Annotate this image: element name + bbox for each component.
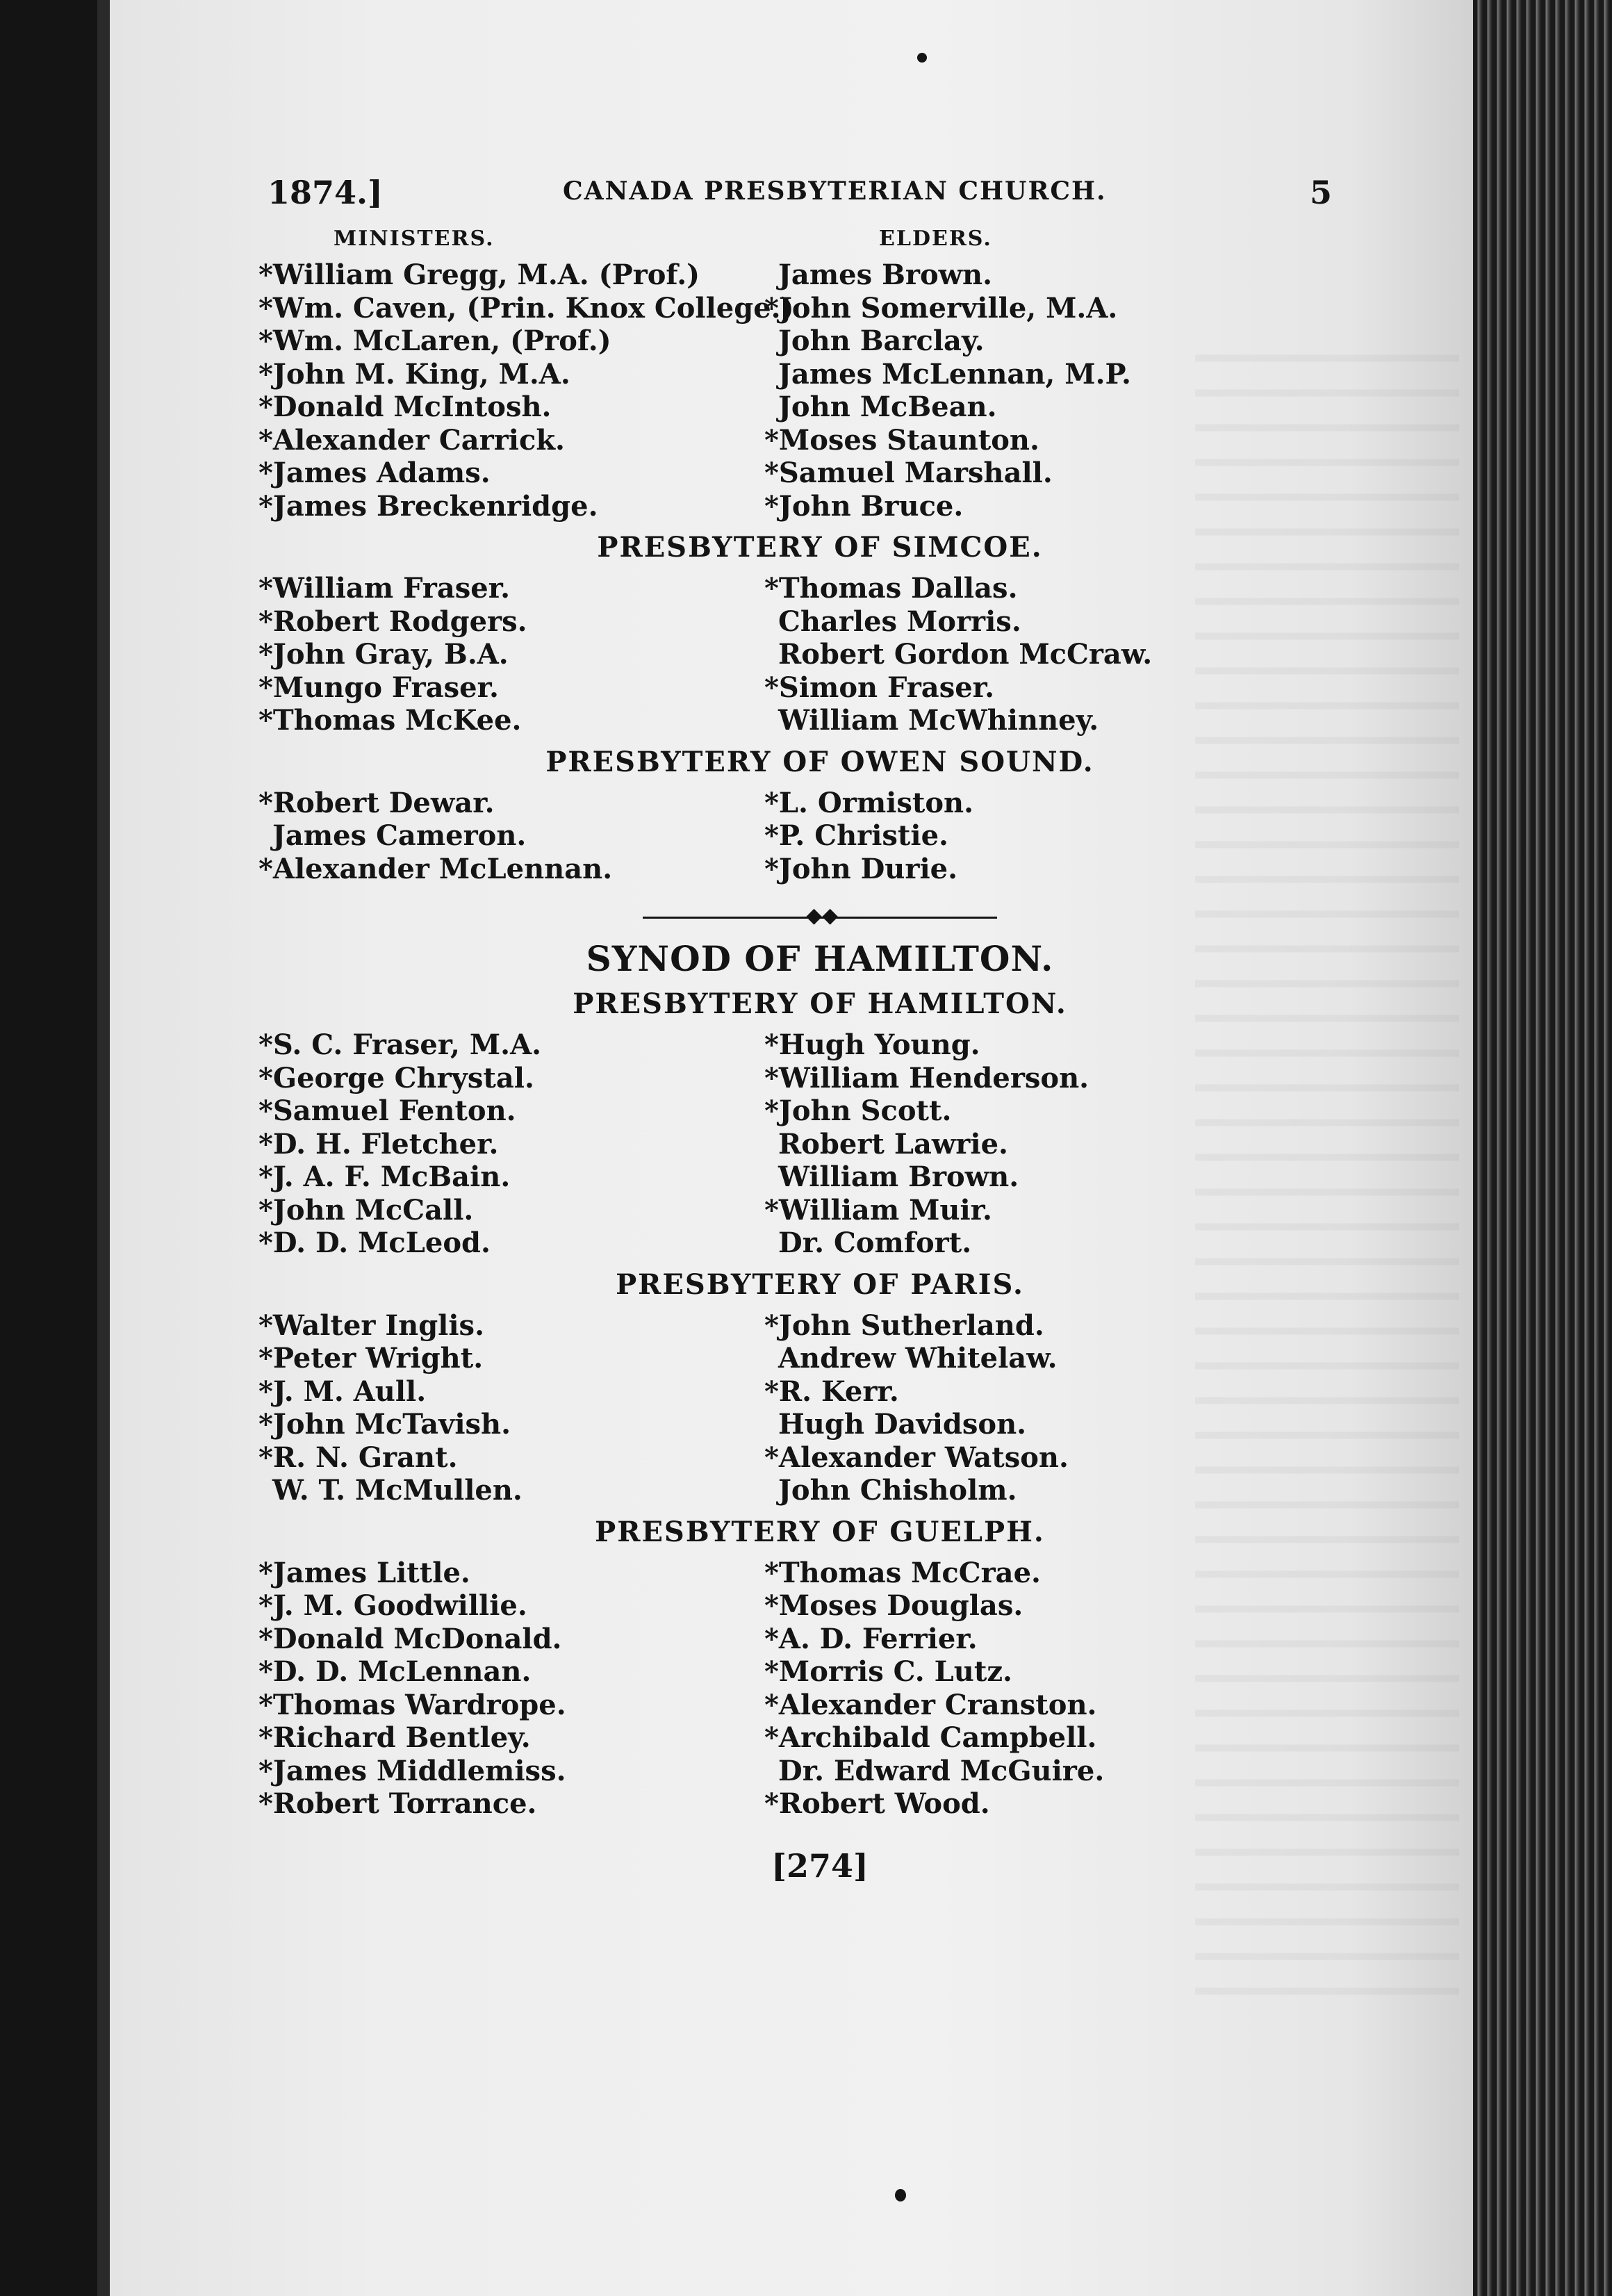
synod-heading: SYNOD OF HAMILTON. [586,938,1054,979]
page-edges [1473,0,1612,2296]
elder-entry: *A. D. Ferrier. [764,1622,978,1655]
section-divider-rule [643,903,997,928]
elders-list [764,1028,1376,1260]
minister-entry: *John McTavish. [258,1408,511,1441]
elder-entry: *William Henderson. [764,1061,1089,1094]
elder-entry: Dr. Comfort. [778,1227,972,1259]
minister-entry: *James Little. [258,1556,470,1589]
elder-entry: Robert Lawrie. [778,1127,1008,1161]
elder-entry: *Alexander Watson. [764,1441,1069,1474]
minister-entry: *William Gregg, M.A. (Prof.) [258,259,700,291]
minister-entry: *Robert Dewar. [258,786,495,819]
running-head [250,174,1390,222]
elder-entry: *R. Kerr. [764,1375,899,1408]
elder-entry: Charles Morris. [778,605,1021,638]
ministers-column-header: MINISTERS. [334,227,495,251]
minister-entry: James Cameron. [272,819,527,852]
elders-list [764,1309,1376,1507]
minister-entry: *Mungo Fraser. [258,671,499,704]
minister-entry: *Walter Inglis. [258,1309,484,1342]
minister-entry: *Robert Rodgers. [258,605,527,638]
elders-column-header: ELDERS. [879,227,992,251]
elder-entry: William Brown. [778,1161,1019,1193]
minister-entry: *Alexander Carrick. [258,423,565,457]
minister-entry: W. T. McMullen. [272,1474,523,1507]
minister-entry: *R. N. Grant. [258,1441,458,1474]
block-simcoe [250,572,1390,737]
minister-entry: *Thomas Wardrope. [258,1688,566,1721]
elder-entry: *John Scott. [764,1094,952,1127]
elder-entry: *Simon Fraser. [764,671,994,704]
minister-entry: *Donald McIntosh. [258,391,552,423]
elder-entry: Andrew Whitelaw. [778,1342,1058,1375]
elder-entry: Dr. Edward McGuire. [778,1754,1105,1787]
minister-entry: *J. M. Goodwillie. [258,1589,527,1622]
elder-entry: *Robert Wood. [764,1787,990,1820]
minister-entry: *Alexander McLennan. [258,852,613,885]
divider-ornament: ◆◆ [806,903,839,928]
elder-entry: *John Durie. [764,852,958,885]
minister-entry: *Peter Wright. [258,1342,484,1375]
elder-entry: *P. Christie. [764,819,948,852]
minister-entry: *Donald McDonald. [258,1622,562,1655]
presbytery-heading: PRESBYTERY OF SIMCOE. [597,531,1043,564]
ministers-list [250,1309,764,1507]
elder-entry: John McBean. [778,391,997,423]
minister-entry: *John McCall. [258,1193,474,1227]
page-number: 5 [1310,174,1333,211]
minister-entry: *James Breckenridge. [258,489,598,523]
ministers-list [250,1028,764,1260]
presbytery-heading: PRESBYTERY OF GUELPH. [595,1515,1045,1548]
elder-entry: *Archibald Campbell. [764,1721,1097,1754]
minister-entry: *James Middlemiss. [258,1754,566,1787]
minister-entry: *S. C. Fraser, M.A. [258,1028,542,1061]
ink-dot-bottom [895,2189,906,2201]
elder-entry: *John Bruce. [764,489,964,523]
minister-entry: *John M. King, M.A. [258,357,570,391]
column-headers [250,222,1390,259]
elders-list [764,787,1376,886]
minister-entry: *Samuel Fenton. [258,1094,516,1127]
running-head-year: 1874.] [268,174,383,211]
minister-entry: *D. D. McLennan. [258,1655,532,1688]
block-guelph [250,1557,1390,1821]
elder-entry: John Chisholm. [778,1474,1017,1507]
elder-entry: *John Sutherland. [764,1309,1044,1342]
minister-entry: *J. A. F. McBain. [258,1161,511,1193]
elder-entry: *Thomas McCrae. [764,1556,1041,1589]
elder-entry: *Moses Douglas. [764,1589,1023,1622]
block-owen-sound [250,787,1390,886]
elder-entry: *Alexander Cranston. [764,1688,1097,1721]
presbytery-heading: PRESBYTERY OF HAMILTON. [573,987,1067,1020]
elder-entry: *William Muir. [764,1193,992,1227]
minister-entry: *William Fraser. [258,572,511,605]
page-content [250,174,1390,1885]
minister-entry: *D. D. McLeod. [258,1227,491,1259]
ministers-list [250,259,794,523]
elder-entry: *L. Ormiston. [764,786,974,819]
minister-entry: *Richard Bentley. [258,1721,531,1754]
minister-entry: *James Adams. [258,457,491,489]
running-head-title: CANADA PRESBYTERIAN CHURCH. [563,177,1107,206]
minister-entry: *J. M. Aull. [258,1375,427,1408]
block-hamilton [250,1028,1390,1260]
presbytery-heading: PRESBYTERY OF OWEN SOUND. [545,745,1094,778]
block-paris [250,1309,1390,1507]
elder-entry: *Thomas Dallas. [764,572,1018,605]
elder-entry: James McLennan, M.P. [778,357,1131,391]
ministers-list [250,787,764,886]
minister-entry: *Wm. Caven, (Prin. Knox College.) [258,291,794,325]
block-toronto [250,259,1390,523]
ink-dot-top [917,53,927,63]
elder-entry: *Samuel Marshall. [764,457,1053,489]
elder-entry: Robert Gordon McCraw. [778,638,1153,671]
elders-list [764,259,1376,523]
elders-list [764,1557,1376,1821]
minister-entry: *Wm. McLaren, (Prof.) [258,325,611,357]
minister-entry: *D. H. Fletcher. [258,1127,499,1161]
minister-entry: *Thomas McKee. [258,704,522,737]
elder-entry: *John Somerville, M.A. [764,291,1118,325]
minister-entry: *John Gray, B.A. [258,638,509,671]
elder-entry: *Hugh Young. [764,1028,980,1061]
ministers-list [250,572,764,737]
minister-entry: *George Chrystal. [258,1061,534,1094]
folio-number: [274] [771,1846,869,1885]
minister-entry: *Robert Torrance. [258,1787,537,1820]
binding-gutter [97,0,110,2296]
presbytery-heading: PRESBYTERY OF PARIS. [616,1268,1024,1301]
elder-entry: *Moses Staunton. [764,423,1039,457]
elder-entry: *Morris C. Lutz. [764,1655,1012,1688]
elders-list [764,572,1376,737]
elder-entry: William McWhinney. [778,704,1099,737]
elder-entry: Hugh Davidson. [778,1408,1027,1441]
elder-entry: James Brown. [778,259,993,291]
elder-entry: John Barclay. [778,325,985,357]
ministers-list [250,1557,764,1821]
